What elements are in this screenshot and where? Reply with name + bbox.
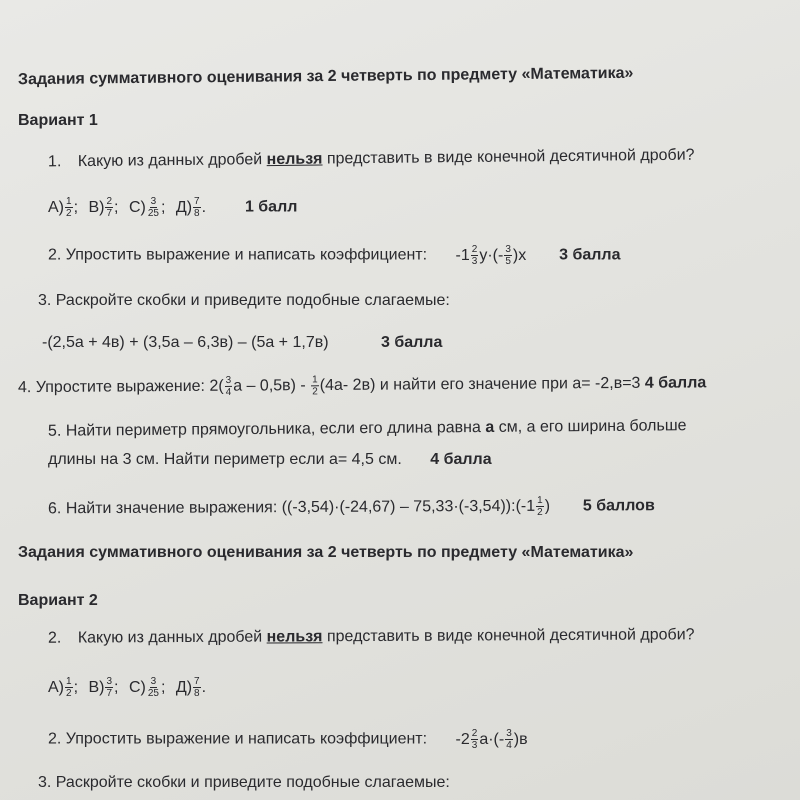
v1-option-a: А) $\frac{1}{2}$ ; [48,196,79,219]
v1-q2-score: 3 балла [559,246,621,264]
v1-q5-line1: 5. Найти периметр прямоугольника, если его длина равна а см, а его ширина больше [47,417,687,440]
v2-option-a: А) $\frac{1}{2}$ ; [48,676,79,699]
variant-1-title: Вариант 1 [18,112,98,129]
v1-q5-score: 4 балла [430,451,492,468]
v1-q1-options [48,196,297,219]
variant-2-title: Вариант 2 [18,592,98,609]
v2-q2: 2. Упростить выражение и написать коэффициент: -2 $\frac{2}{3}$ а·(- $\frac{3}{4}$ )в [48,728,528,751]
v2-q3-text: 3. Раскройте скобки и приведите подобные слагаемые: [38,774,450,791]
v2-option-c: С) $\frac{3}{25}$ ; [128,676,166,699]
v2-q1-text: 2. Какую из данных дробей нельзя представить в виде конечной десятичной дроби? [47,626,695,647]
v1-q6-score: 5 баллов [582,497,655,515]
v1-option-d: Д) $\frac{7}{8}$ . [175,196,207,219]
v1-q4: 4. Упростите выражение: 2( $\frac{3}{4}$ а – 0,5в) - $\frac{1}{2}$ (4а- 2в) и найти его значение при а= -2,в=3 4 балла [17,374,707,398]
header-variant-2: Задания суммативного оценивания за 2 четверть по предмету «Математика» [18,544,634,561]
v1-q3-score: 3 балла [381,334,443,351]
v2-q1-bold-word: нельзя [266,628,323,646]
header-variant-1: Задания суммативного оценивания за 2 четверть по предмету «Математика» [17,64,634,89]
v1-q1-bold-word: нельзя [266,150,323,169]
v2-option-d: Д) $\frac{7}{8}$ . [175,676,207,699]
v1-q2-expression: -1 $\frac{2}{3}$ у·(- $\frac{3}{5}$ )х [455,244,527,267]
v2-option-b: В) $\frac{3}{7}$ ; [88,676,119,699]
v1-q1-text: 1. Какую из данных дробей нельзя представить в виде конечной десятичной дроби? [47,146,695,171]
v1-q1-score: 1 балл [244,198,298,216]
v1-option-c: С) $\frac{3}{25}$ ; [128,196,166,219]
v1-q2: 2. Упростить выражение и написать коэффициент: -1 $\frac{2}{3}$ у·(- $\frac{3}{5}$ )х 3 балла [48,244,621,267]
v1-q6: 6. Найти значение выражения: ((-3,54)·(-24,67) – 75,33·(-3,54)):(-1 $\frac{1}{2}$ ) 5 баллов [47,494,655,519]
v1-q5-line2: длины на 3 см. Найти периметр если а= 4,5 см. 4 балла [48,451,492,468]
v2-q1-options [48,676,206,699]
v2-q2-expression: -2 $\frac{2}{3}$ а·(- $\frac{3}{4}$ )в [455,728,528,751]
v1-q3-text: 3. Раскройте скобки и приведите подобные слагаемые: [38,292,450,309]
v1-q4-score: 4 балла [644,374,707,392]
v1-q3-expr: -(2,5а + 4в) + (3,5а – 6,3в) – (5а + 1,7в) 3 балла [42,334,443,351]
v1-option-b: В) $\frac{2}{7}$ ; [88,196,119,219]
